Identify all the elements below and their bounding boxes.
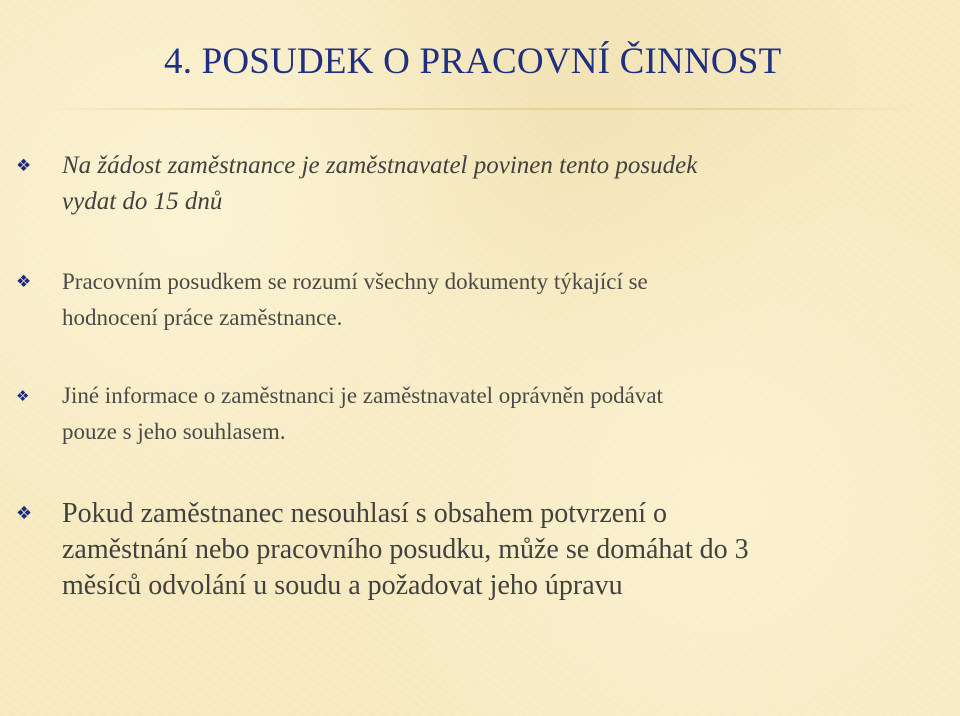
bullet-line: pouze s jeho souhlasem. — [62, 419, 286, 444]
bullet-line: vydat do 15 dnů — [62, 188, 223, 215]
diamond-ornament-icon: ❖ — [16, 156, 32, 176]
bullet-line: měsíců odvolání u soudu a požadovat jeho úpravu — [62, 570, 623, 601]
bullet-item-consent — [12, 378, 663, 450]
bullet-text — [62, 148, 697, 220]
bullet-item-appeal — [12, 496, 749, 604]
bullet-line: Pokud zaměstnanec nesouhlasí s obsahem potvrzení o — [62, 498, 667, 529]
slide-title: 4. POSUDEK O PRACOVNÍ ČINNOST — [164, 41, 782, 82]
bullet-line: Jiné informace o zaměstnanci je zaměstnavatel oprávněn podávat — [62, 383, 663, 408]
bullet-text — [62, 496, 749, 604]
bullet-text — [62, 378, 663, 450]
title-divider — [40, 108, 920, 110]
diamond-ornament-icon: ❖ — [16, 272, 32, 292]
bullet-item-definition — [12, 264, 648, 336]
diamond-ornament-icon: ❖ — [16, 387, 30, 405]
bullet-line: hodnocení práce zaměstnance. — [62, 305, 343, 330]
bullet-line: Na žádost zaměstnance je zaměstnavatel povinen tento posudek — [62, 152, 698, 179]
bullet-line: Pracovním posudkem se rozumí všechny dokumenty týkající se — [62, 269, 648, 294]
bullet-item-request-deadline — [12, 148, 697, 220]
bullet-text — [62, 264, 648, 336]
bullet-line: zaměstnání nebo pracovního posudku, může se domáhat do 3 — [62, 534, 749, 565]
diamond-ornament-icon: ❖ — [16, 503, 33, 524]
